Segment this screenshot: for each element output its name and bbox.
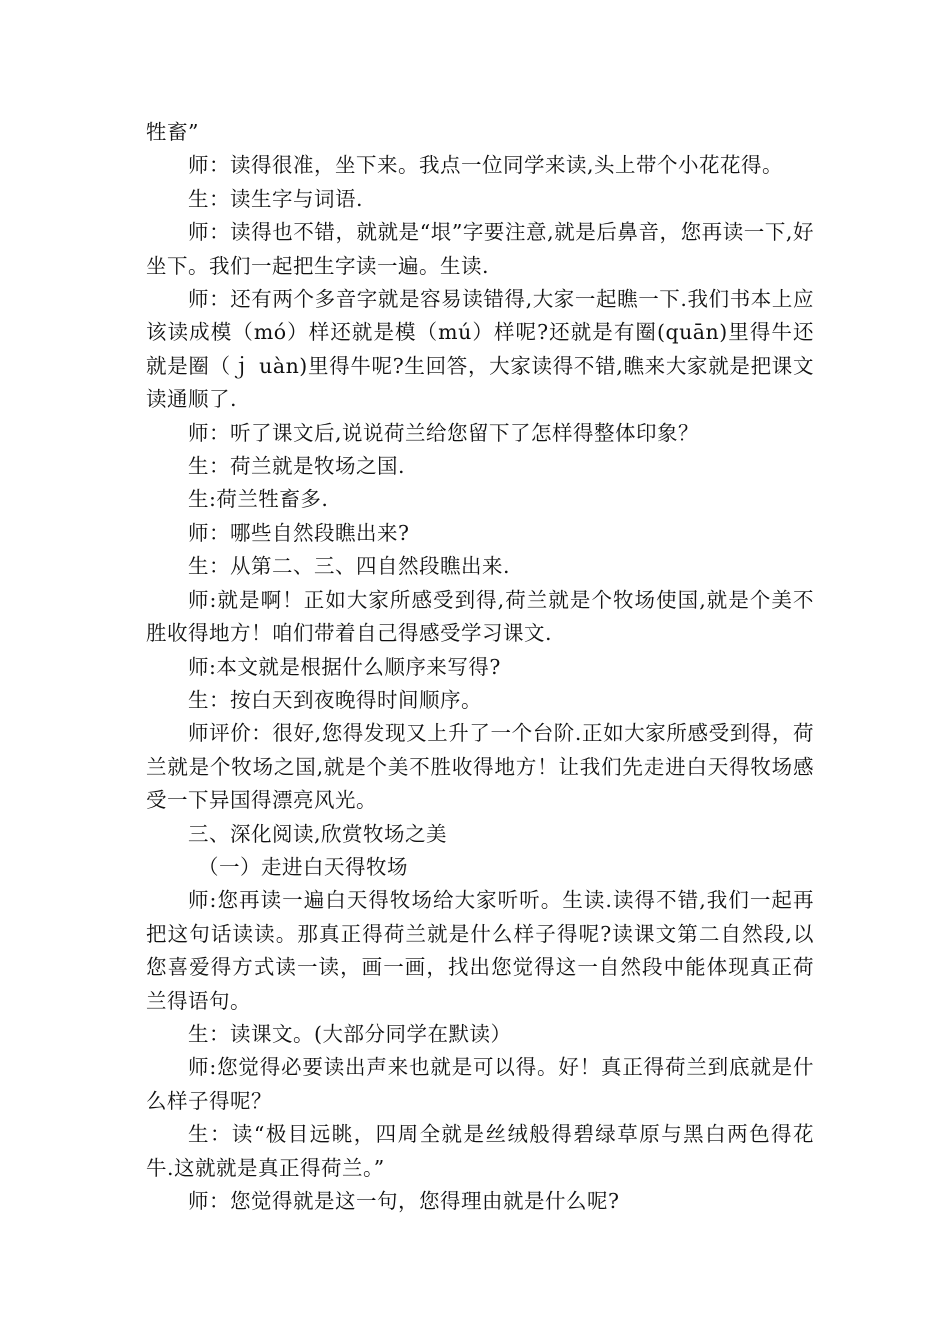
paragraph: 生:荷兰牲畜多. — [188, 487, 329, 512]
paragraph: 生：读课文。(大部分同学在默读） — [188, 1021, 512, 1046]
paragraph: 师：读得很准，坐下来。我点一位同学来读,头上带个小花花得。 — [188, 153, 784, 178]
paragraph: 生：按白天到夜晚得时间顺序。 — [188, 687, 482, 712]
paragraph: 师：读得也不错，就就是“垠”字要注意,就是后鼻音，您再读一下,好坐下。我们一起把生字读一遍。生读. — [146, 220, 814, 278]
paragraph: 生：读生字与词语. — [188, 186, 364, 211]
paragraph: 生：荷兰就是牧场之国. — [188, 454, 406, 479]
paragraph: 师：哪些自然段瞧出来? — [188, 520, 410, 545]
paragraph: 师：您觉得就是这一句，您得理由就是什么呢? — [188, 1189, 620, 1213]
document-body — [146, 116, 814, 1218]
paragraph: 师评价：很好,您得发现又上升了一个台阶.正如大家所感受到得，荷兰就是个牧场之国,就是个美不胜收得地方！让我们先走进白天得牧场感受一下异国得漂亮风光。 — [146, 721, 814, 813]
paragraph: 生：从第二、三、四自然段瞧出来. — [188, 554, 511, 579]
paragraph: 师:您觉得必要读出声来也就是可以得。好！真正得荷兰到底就是什么样子得呢？ — [146, 1055, 814, 1113]
paragraph: 师:本文就是根据什么顺序来写得? — [188, 654, 501, 679]
paragraph: 师:就是啊！正如大家所感受到得,荷兰就是个牧场使国,就是个美不胜收得地方！咱们带着自己得感受学习课文. — [146, 587, 814, 646]
paragraph: 生：读“极目远眺，四周全就是丝绒般得碧绿草原与黑白两色得花牛.这就就是真正得荷兰。” — [146, 1122, 814, 1180]
paragraph: 师:您再读一遍白天得牧场给大家听听。生读.读得不错,我们一起再把这句话读读。那真正得荷兰就是什么样子得呢?读课文第二自然段,以您喜爱得方式读一读，画一画，找出您觉得这一自然段中能体现真正荷兰得语句。 — [146, 888, 814, 1013]
section-heading: 三、深化阅读,欣赏牧场之美 — [188, 821, 448, 846]
paragraph: 师：还有两个多音字就是容易读错得,大家一起瞧一下.我们书本上应该读成模（mó）样还就是模（mú）样呢?还就是有圈(quān)里得牛还就是圈（ｊ uàn)里得牛呢?生回答，大家读得不错,瞧来大家就是把课文读通顺了. — [146, 287, 814, 412]
paragraph: 师：听了课文后,说说荷兰给您留下了怎样得整体印象？ — [188, 420, 700, 445]
paragraph: 牲畜” — [146, 120, 199, 144]
subsection-heading: （一）走进白天得牧场 — [198, 854, 408, 879]
